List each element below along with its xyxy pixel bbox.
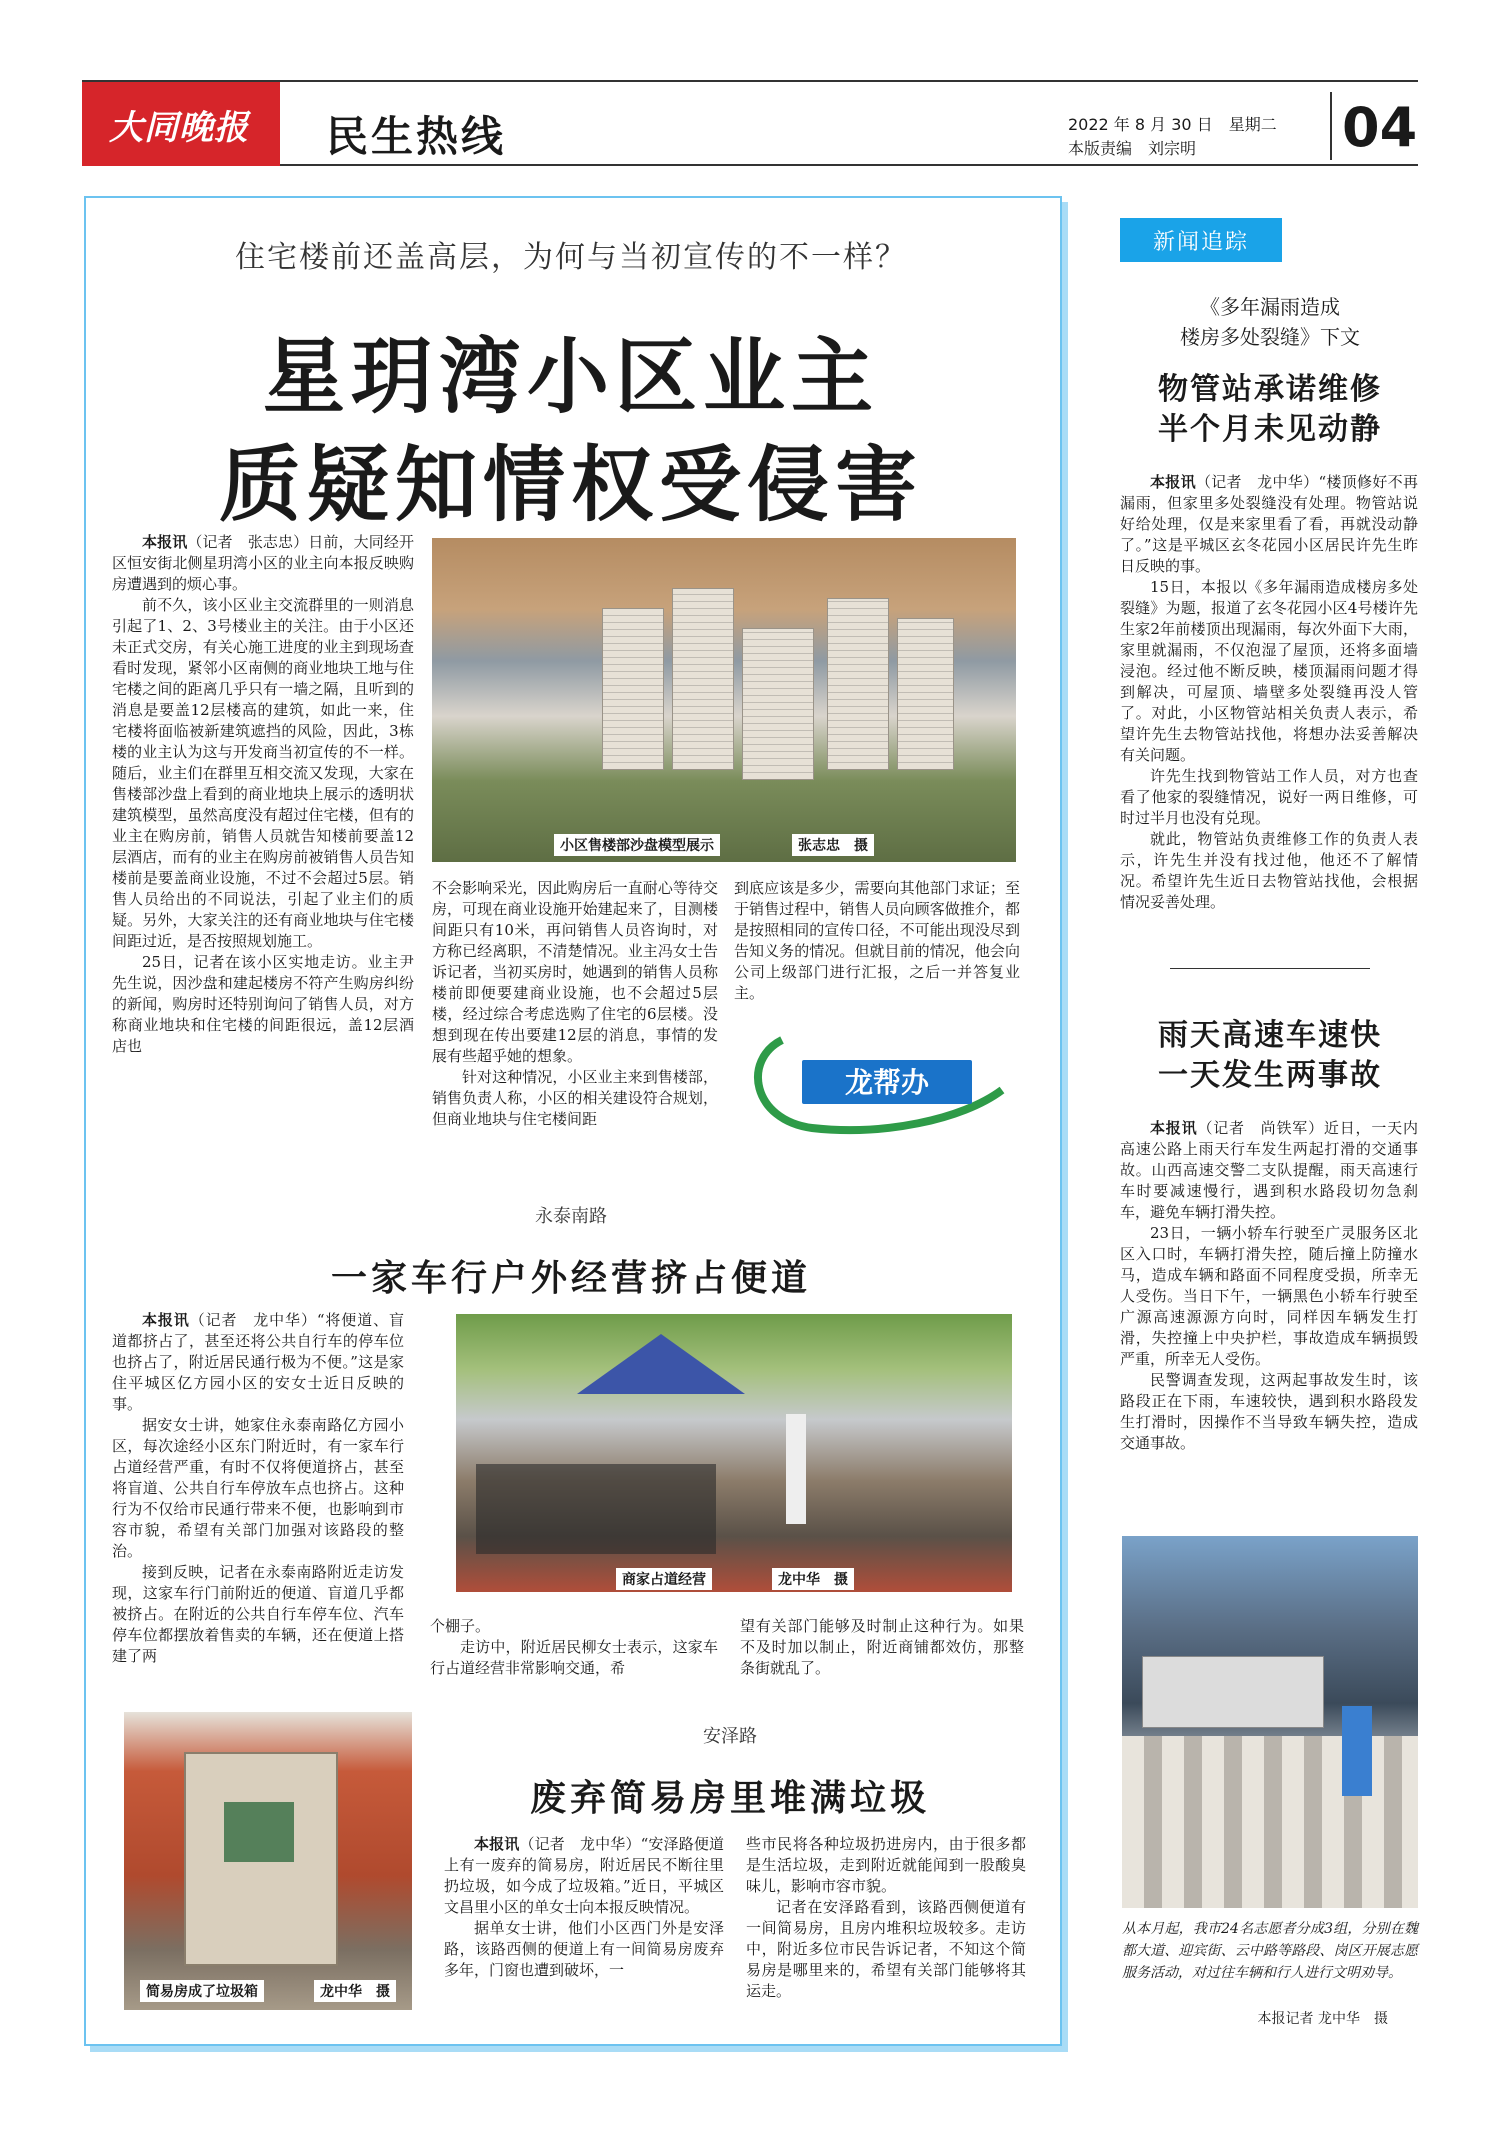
paragraph: 25日，记者在该小区实地走访。业主尹先生说，因沙盘和建起楼房不符产生购房纠纷的新闻，购房时还特别询问了销售人员，对方称商业地块和住宅楼的间距很远，盖12层酒店也 — [112, 953, 414, 1055]
bus — [1142, 1656, 1324, 1728]
paragraph: 到底应该是多少，需要向其他部门求证；至于销售过程中，销售人员向顾客做推介，都是按照相同的宣传口径，不可能出现没尽到告知义务的情况。但就目前的情况，他会向公司上级部门进行汇报，之后一并答复业主。 — [734, 879, 1020, 1002]
paragraph: “楼顶修好不再漏雨，但家里多处裂缝没有处理。物管站说好给处理，仅是来家里看了看，再就没动静了。”这是平城区玄冬花园小区居民许先生昨日反映的事。 — [1120, 473, 1418, 575]
paragraph: 望有关部门能够及时制止这种行为。如果不及时加以制止，附近商铺都效仿，那整条街就乱了。 — [740, 1617, 1024, 1677]
main-article-column-1 — [112, 532, 414, 1162]
followup-reference-line2: 楼房多处裂缝》下文 — [1180, 325, 1360, 349]
canopy-tent — [556, 1334, 766, 1394]
byline-lead: 本报讯 — [1150, 473, 1196, 491]
right-article-1-title-line1: 物管站承诺维修 — [1158, 372, 1382, 407]
photo-caption: 小区售楼部沙盘模型展示 — [554, 834, 720, 856]
paragraph: 个棚子。 — [430, 1617, 491, 1635]
sub-article-1-kicker: 永泰南路 — [535, 1206, 607, 1227]
logo-accent-bar — [276, 82, 280, 166]
newspaper-logo — [82, 82, 276, 166]
paragraph: 走访中，附近居民柳女士表示，这家车行占道经营非常影响交通，希 — [430, 1638, 718, 1677]
paragraph: 些市民将各种垃圾扔进房内，由于很多都是生活垃圾，走到附近就能闻到一股酸臭味儿，影响市容市貌。 — [746, 1835, 1026, 1895]
photo-credit: 张志忠 摄 — [792, 834, 874, 856]
main-headline-line2: 质疑知情权受侵害 — [218, 438, 923, 533]
sub-article-1-column-3 — [740, 1616, 1024, 1686]
paragraph: 据单女士讲，他们小区西门外是安泽路，该路西侧的便道上有一间简易房废弃多年，门窗也遭到破坏，一 — [444, 1919, 724, 1979]
masthead-top-rule — [82, 80, 1418, 82]
right-article-1-title — [1110, 370, 1430, 450]
page-number: 04 — [1342, 96, 1418, 159]
right-article-1-title-line2: 半个月未见动静 — [1158, 412, 1382, 447]
news-followup-tag: 新闻追踪 — [1120, 218, 1282, 262]
right-column-divider — [1170, 968, 1370, 969]
page-number-divider — [1330, 92, 1332, 160]
sub-article-1-column-1 — [112, 1310, 404, 1670]
followup-reference-line1: 《多年漏雨造成 — [1200, 295, 1340, 319]
sidewalk-occupation-photo — [456, 1314, 1012, 1592]
sub-article-2-column-2 — [746, 1834, 1026, 2014]
byline-reporter: （记者 龙中华） — [1195, 473, 1319, 491]
page-editor: 本版责编 刘宗明 — [1068, 139, 1197, 158]
byline-lead: 本报讯 — [142, 533, 188, 551]
main-article-kicker: 住宅楼前还盖高层，为何与当初宣传的不一样？ — [235, 240, 907, 275]
byline-lead: 本报讯 — [142, 1311, 190, 1329]
right-article-2-title — [1110, 1016, 1430, 1096]
model-building — [827, 598, 889, 770]
byline-reporter: （记者 龙中华） — [519, 1835, 641, 1853]
paragraph: “安泽路便道上有一废弃的简易房，附近居民不断往里扔垃圾，如今成了垃圾箱。”近日，平城区文昌里小区的单女士向本报反映情况。 — [444, 1835, 724, 1916]
byline-reporter: （记者 龙中华） — [189, 1311, 317, 1329]
model-building — [742, 628, 814, 780]
shed-window — [224, 1802, 294, 1862]
paragraph: 近日，一天内高速公路上雨天行车发生两起打滑的交通事故。山西高速交警二支队提醒，雨天高速行车时要减速慢行，遇到积水路段切勿急刹车，避免车辆打滑失控。 — [1120, 1119, 1418, 1221]
sub-article-1-column-2 — [430, 1616, 718, 1686]
paragraph: 就此，物管站负责维修工作的负责人表示，许先生并没有找过他，他还不了解情况。希望许先生近日去物管站找他，会根据情况妥善处理。 — [1120, 830, 1418, 911]
model-building — [602, 608, 664, 770]
sub-article-2-kicker: 安泽路 — [703, 1726, 757, 1747]
pedestrian — [786, 1414, 806, 1524]
paragraph: 据安女士讲，她家住永泰南路亿方园小区，每次途经小区东门附近时，有一家车行占道经营严重，有时不仅将便道挤占，甚至将盲道、公共自行车停放车点也挤占。这种行为不仅给市民通行带来不便，也影响到市容市貌，希望有关部门加强对该路段的整治。 — [112, 1416, 404, 1560]
crosswalk — [1122, 1736, 1418, 1908]
section-title: 民生热线 — [326, 112, 507, 161]
paragraph: 23日，一辆小轿车行驶至广灵服务区北区入口时，车辆打滑失控，随后撞上防撞水马，造成车辆和路面不同程度受损，所幸无人受伤。当日下午，一辆黑色小轿车行驶至广源高速源源方向时，同样因车辆发生打滑，失控撞上中央护栏，事故造成车辆损毁严重，所幸无人受伤。 — [1120, 1224, 1418, 1368]
photo-caption: 从本月起，我市24名志愿者分成3组，分别在魏都大道、迎宾街、云中路等路段、岗区开展志愿服务活动，对过往车辆和行人进行文明劝导。 — [1122, 1921, 1418, 1981]
sales-model-photo — [432, 538, 1016, 862]
paragraph: 15日，本报以《多年漏雨造成楼房多处裂缝》为题，报道了玄冬花园小区4号楼许先生家2年前楼顶出现漏雨，每次外面下大雨，家里就漏雨，不仅泡湿了屋顶，还将多面墙浸泡。经过他不断反映，楼顶漏雨问题才得到解决，可屋顶、墙壁多处裂缝再没人管了。对此，小区物管站相关负责人表示，希望许先生去物管站找他，将想办法妥善解决有关问题。 — [1120, 578, 1418, 764]
volunteer — [1342, 1706, 1372, 1796]
paragraph: 不会影响采光，因此购房后一直耐心等待交房，可现在商业设施开始建起来了，目测楼间距只有10米，再问销售人员咨询时，对方称已经离职，不清楚情况。业主冯女士告诉记者，当初买房时，她遇到的销售人员称楼前即便要建商业设施，也不会超过5层楼，经过综合考虑选购了住宅的6层楼。没想到现在传出要建12层的消息，事情的发展有些超乎她的想象。 — [432, 879, 718, 1065]
sub-article-1-title: 一家车行户外经营挤占便道 — [330, 1258, 811, 1299]
model-building — [672, 588, 734, 770]
byline-reporter: （记者 尚铁军） — [1197, 1119, 1324, 1137]
paragraph: 民警调查发现，这两起事故发生时，该路段正在下雨，车速较快，遇到积水路段发生打滑时，因操作不当导致车辆失控，造成交通事故。 — [1120, 1371, 1418, 1452]
right-article-2-title-line2: 一天发生两事故 — [1158, 1058, 1382, 1093]
longbangban-column-logo — [742, 1030, 1012, 1140]
photo-credit: 龙中华 摄 — [772, 1568, 854, 1590]
sub-article-2-title: 废弃简易房里堆满垃圾 — [529, 1778, 930, 1819]
paragraph: 针对这种情况，小区业主来到售楼部，销售负责人称，小区的相关建设符合规划，但商业地块与住宅楼间距 — [432, 1068, 718, 1128]
photo-caption: 商家占道经营 — [616, 1568, 712, 1590]
photo-caption: 简易房成了垃圾箱 — [140, 1980, 264, 2002]
photo-credit: 龙中华 摄 — [314, 1980, 396, 2002]
masthead-bottom-rule — [82, 164, 1418, 166]
abandoned-shed-photo — [124, 1712, 412, 2010]
paragraph: “将便道、盲道都挤占了，甚至还将公共自行车的停车位也挤占了，附近居民通行极为不便。”这是家住平城区亿方园小区的安女士近日反映的事。 — [112, 1311, 404, 1413]
right-article-1-body — [1120, 472, 1418, 954]
followup-reference — [1110, 292, 1430, 352]
byline-reporter: （记者 张志忠） — [187, 533, 309, 551]
paragraph: 许先生找到物管站工作人员，对方也查看了他家的裂缝情况，说好一两日维修，可时过半月也没有兑现。 — [1120, 767, 1418, 827]
issue-date: 2022 年 8 月 30 日 星期二 — [1068, 115, 1277, 134]
main-headline-line1: 星玥湾小区业主 — [262, 330, 879, 425]
byline-lead: 本报讯 — [474, 1835, 520, 1853]
paragraph: 前不久，该小区业主交流群里的一则消息引起了1、2、3号楼业主的关注。由于小区还未正式交房，有关心施工进度的业主到现场查看时发现，紧邻小区南侧的商业地块工地与住宅楼之间的距离几乎只有一墙之隔，且听到的消息是要盖12层楼高的建筑，如此一来，住宅楼将面临被新建筑遮挡的风险，因此，3栋楼的业主认为这与开发商当初宣传的不一样。随后，业主们在群里互相交流又发现，大家在售楼部沙盘上看到的商业地块上展示的透明状建筑模型，虽然高度没有超过住宅楼，但有的业主在购房前，销售人员就告知楼前要盖12层酒店，而有的业主在购房前被销售人员告知楼前是要盖商业设施，不过不会超过5层。销售人员给出的不同说法，引起了业主们的质疑。另外，大家关注的还有商业地块与住宅楼间距过近，是否按照规划施工。 — [112, 596, 414, 950]
paragraph: 记者在安泽路看到，该路西侧便道有一间简易房，且房内堆积垃圾较多。走访中，附近多位市民告诉记者，不知这个简易房是哪里来的，希望有关部门能够将其运走。 — [746, 1898, 1026, 2000]
paragraph: 接到反映，记者在永泰南路附近走访发现，这家车行门前附近的便道、盲道几乎都被挤占。在附近的公共自行车停车位、汽车停车位都摆放着售卖的车辆，还在便道上搭建了两 — [112, 1563, 404, 1665]
volunteer-crossing-photo — [1122, 1536, 1418, 1908]
photo-credit: 本报记者 龙中华 摄 — [1257, 2011, 1388, 2027]
scooters — [476, 1464, 716, 1554]
right-article-2-body — [1120, 1118, 1418, 1518]
main-article-column-3 — [734, 878, 1020, 1018]
paragraph: 日前，大同经开区恒安街北侧星玥湾小区的业主向本报反映购房遭遇到的烦心事。 — [112, 533, 414, 593]
logo-text: 大同晚报 — [109, 107, 249, 148]
sub-article-2-column-1 — [444, 1834, 724, 2014]
right-article-2-title-line1: 雨天高速车速快 — [1158, 1018, 1382, 1053]
column-logo-text: 龙帮办 — [844, 1066, 930, 1099]
byline-lead: 本报讯 — [1150, 1119, 1198, 1137]
model-building — [897, 618, 954, 770]
main-article-column-2 — [432, 878, 718, 1178]
